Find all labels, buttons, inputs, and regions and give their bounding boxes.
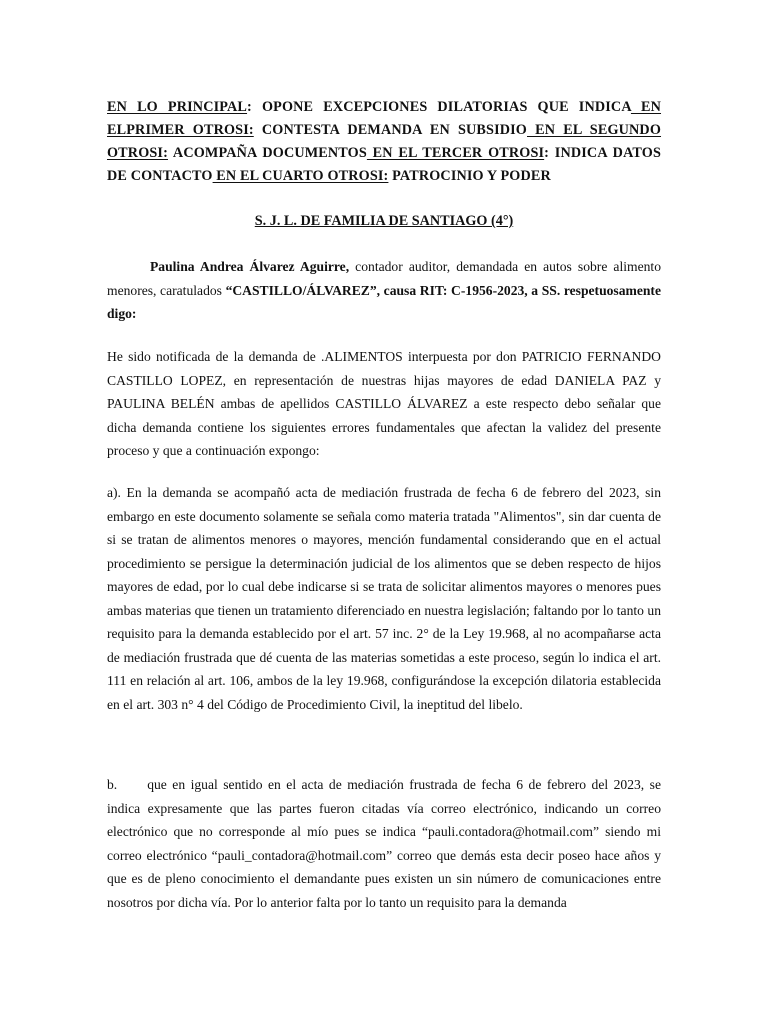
heading-primer-text: CONTESTA DEMANDA EN SUBSIDIO [253, 122, 527, 138]
heading-segundo-text: ACOMPAÑA DOCUMENTOS [167, 145, 367, 161]
heading-primer-label: EN ELPRIMER OTROSI: [107, 99, 662, 138]
intro-paragraph [107, 255, 661, 326]
paragraph-a: a). En la demanda se acompañó acta de mediación frustrada de fecha 6 de febrero del 2023, sin embargo en este documento solamente se señala como materia tratada "Alimentos", sin dar cuenta de si se tratan de alimentos menores o mayores, mención fundamental considerando que en el actual procedimiento se persigue la determinación judicial de los alimentos que se deben respecto de hijos mayores de edad, por lo cual debe indicarse si se trata de solicitar alimentos mayores o menores pues ambas materias que tienen un tratamiento diferenciado en nuestra legislación; faltando por lo tanto un requisito para la demanda establecido por el art. 57 inc. 2° de la Ley 19.968, al no acompañarse acta de mediación frustrada que dé cuenta de las materias sometidas a este proceso, según lo indica el art. 111 en relación al art. 106, ambos de la ley 19.968, configurándose la excepción dilatoria establecida en el art. 303 n° 4 del Código de Procedimiento Civil, la ineptitud del libelo. [107, 485, 661, 712]
paragraph-b-text: que en igual sentido en el acta de mediación frustrada de fecha 6 de febrero del 2023, se indica expresamente que las partes fueron citadas vía correo electrónico, indicando un correo electrónico que no corresponde al mío pues se indica “pauli.contadora@hotmail.com” siendo mi correo electrónico “pauli_contadora@hotmail.com” correo que demás esta decir poseo hace años y que es de pleno conocimiento el demandante pues existen un sin número de comunicaciones entre nosotros por dicha vía. Por lo anterior falta por lo tanto un requisito para la demanda [107, 777, 661, 910]
paragraph-b-label: b. [107, 777, 118, 792]
paragraph-b [107, 773, 661, 914]
heading-segundo-label: EN EL SEGUNDO OTROSI: [107, 122, 662, 161]
court-title-text: S. J. L. DE FAMILIA DE SANTIAGO (4°) [254, 213, 514, 229]
court-title [107, 213, 661, 230]
notice-paragraph: He sido notificada de la demanda de .ALIMENTOS interpuesta por don PATRICIO FERNANDO CASTILLO LOPEZ, en representación de nuestras hijas mayores de edad DANIELA PAZ y PAULINA BELÉN ambas de apellidos CASTILLO ÁLVAREZ a este respecto debo señalar que dicha demanda contiene los siguientes errores fundamentales que afectan la validez del presente proceso y que a continuación expongo: [107, 349, 661, 458]
intro-case: “CASTILLO/ÁLVAREZ”, causa RIT: C-1956-2023, a SS. respetuosamente digo: [107, 282, 661, 321]
heading-tercer-label: EN EL TERCER OTROSI [366, 145, 545, 161]
heading-principal-text: : OPONE EXCEPCIONES DILATORIAS QUE INDICA [247, 99, 631, 115]
heading-principal-label: EN LO PRINCIPAL [107, 99, 248, 115]
heading-tercer-text: : INDICA DATOS DE CONTACTO [107, 145, 661, 184]
document-page [107, 96, 662, 910]
intro-name: Paulina Andrea Álvarez Aguirre, [150, 259, 350, 274]
heading-cuarto-label: EN EL CUARTO OTROSI: [212, 168, 389, 184]
intro-text: contador auditor, demandada en autos sobre alimento menores, caratulados [107, 259, 661, 298]
heading-cuarto-text: PATROCINIO Y PODER [388, 168, 551, 184]
document-heading [107, 96, 661, 188]
